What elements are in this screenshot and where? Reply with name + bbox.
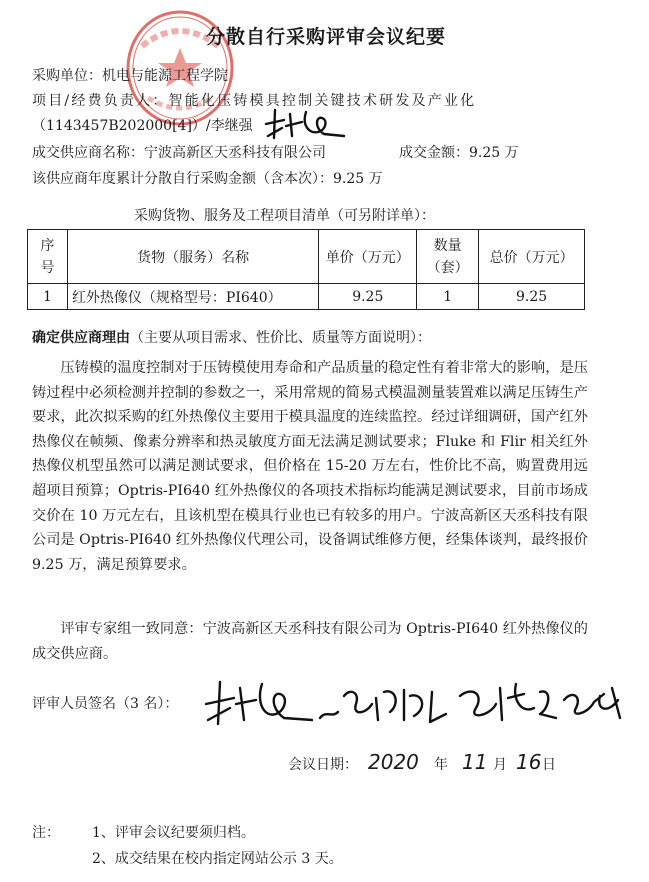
meeting-date-label: 会议日期： bbox=[288, 757, 358, 773]
table-header-row bbox=[28, 230, 585, 284]
reason-heading: 确定供应商理由 bbox=[32, 330, 130, 346]
cumulative-amount-line: 该供应商年度累计分散自行采购金额（含本次）：9.25 万 bbox=[32, 171, 383, 187]
day-unit: 日 bbox=[542, 757, 556, 773]
document-title: 分散自行采购评审会议纪要 bbox=[206, 26, 447, 48]
notes-label: 注： bbox=[32, 825, 60, 841]
meeting-date-month: 11 bbox=[462, 750, 488, 774]
cell-unit-price: 9.25 bbox=[319, 284, 417, 310]
header-goods-name: 货物（服务）名称 bbox=[67, 230, 318, 284]
note-1: 1、评审会议纪要须归档。 bbox=[92, 825, 255, 841]
header-quantity-line1: 数量 bbox=[433, 237, 462, 254]
meeting-date-year: 2020 bbox=[368, 750, 419, 774]
note-2: 2、成交结果在校内指定网站公示 3 天。 bbox=[92, 851, 343, 867]
cell-goods-name: 红外热像仪（规格型号：PI640） bbox=[67, 284, 318, 310]
header-serial-no-line2: 号 bbox=[40, 259, 55, 276]
reason-note: （主要从项目需求、性价比、质量等方面说明）： bbox=[130, 330, 431, 346]
project-leader-signature bbox=[262, 106, 350, 142]
purchase-items-table bbox=[27, 229, 585, 310]
project-line-2: （1143457B202000[4]）/李继强 bbox=[32, 118, 253, 134]
year-unit: 年 bbox=[434, 757, 448, 773]
reason-paragraph: 压铸模的温度控制对于压铸模使用寿命和产品质量的稳定性有着非常大的影响，是压铸过程中必须检测并控制的参数之一，采用常规的简易式模温测量装置难以满足压铸生产要求，此次拟采购的红外热像仪主要用于模具温度的连续监控。经过详细调研，国产红外热像仪在帧频、像素分辨率和热灵敏度方面无法满足测试要求；Fluke 和 Flir 相关红外热像仪机型虽然可以满足测试要求，但价格在 15-20 万左右，性价比不高，购置费用远超项目预算；Optris-PI640 红外热像仪的各项技术指标均能满足测试要求，目前市场成交价在 10 万元左右，且该机型在模具行业也已有较多的用户。宁波高新区天丞科技有限公司是 Optris-PI640 红外热像仪代理公司，设备调试维修方便，经集体谈判，最终报价 9.25 万，满足预算要求。 bbox=[32, 360, 588, 573]
header-total-price: 总价（万元） bbox=[479, 230, 585, 284]
project-line-1: 项目/经费负责人：智能化压铸模具控制关键技术研发及产业化 bbox=[32, 93, 477, 109]
cell-quantity: 1 bbox=[417, 284, 479, 310]
header-quantity bbox=[417, 230, 479, 284]
cell-serial-no: 1 bbox=[28, 284, 68, 310]
deal-amount: 成交金额：9.25 万 bbox=[399, 145, 519, 161]
header-serial-no-line1: 序 bbox=[40, 237, 55, 254]
meeting-date-day: 16 bbox=[516, 750, 542, 774]
header-quantity-line2: （套） bbox=[426, 259, 469, 276]
expert-conclusion-paragraph: 评审专家组一致同意：宁波高新区天丞科技有限公司为 Optris-PI640 红外热像仪的成交供应商。 bbox=[32, 621, 588, 662]
cell-total-price: 9.25 bbox=[479, 284, 585, 310]
header-serial-no bbox=[28, 230, 68, 284]
table-row bbox=[28, 284, 585, 310]
item-list-title: 采购货物、服务及工程项目清单（可另附详单）： bbox=[134, 208, 435, 224]
supplier-name-line: 成交供应商名称：宁波高新区天丞科技有限公司 bbox=[32, 145, 326, 161]
header-unit-price: 单价（万元） bbox=[319, 230, 417, 284]
purchaser-line: 采购单位：机电与能源工程学院 bbox=[32, 68, 228, 84]
reason-heading-line bbox=[32, 328, 431, 348]
reviewer-signatures bbox=[200, 674, 630, 732]
month-unit: 月 bbox=[493, 757, 507, 773]
reviewers-label: 评审人员签名（3 名）： bbox=[32, 696, 179, 712]
